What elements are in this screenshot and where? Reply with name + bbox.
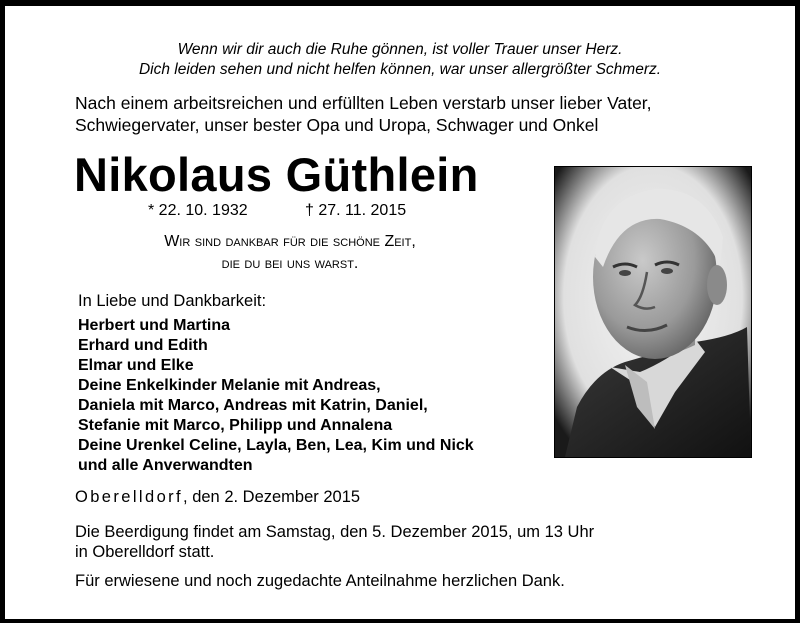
- verse-line-2: Dich leiden sehen und nicht helfen können, war unser allergrößter Schmerz.: [138, 61, 662, 78]
- birth-date: * 22. 10. 1932: [148, 202, 248, 219]
- mourner-line: Erhard und Edith: [78, 337, 208, 354]
- verse-line-1: Wenn wir dir auch die Ruhe gönnen, ist voller Trauer unser Herz.: [177, 41, 623, 58]
- notice-date: , den 2. Dezember 2015: [183, 488, 361, 506]
- mourners-heading: In Liebe und Dankbarkeit:: [78, 292, 267, 310]
- intro-line-2: Schwiegervater, unser bester Opa und Uropa, Schwager und Onkel: [75, 115, 599, 135]
- mourner-line: Herbert und Martina: [78, 317, 231, 334]
- death-date: † 27. 11. 2015: [305, 202, 407, 219]
- portrait-photo: [554, 166, 752, 458]
- mourner-line: Elmar und Elke: [78, 357, 194, 374]
- motto-line-1: Wir sind dankbar für die schöne Zeit,: [164, 233, 416, 250]
- mourner-line: Deine Enkelkinder Melanie mit Andreas,: [78, 377, 381, 394]
- funeral-line-2: in Oberelldorf statt.: [75, 543, 215, 561]
- thanks-text: Für erwiesene und noch zugedachte Anteilnahme herzlichen Dank.: [75, 572, 565, 590]
- deceased-name: Nikolaus Güthlein: [74, 148, 479, 201]
- funeral-line-1: Die Beerdigung findet am Samstag, den 5. Dezember 2015, um 13 Uhr: [75, 523, 595, 541]
- motto-line-2: die du bei uns warst.: [221, 255, 359, 272]
- mourners-list: [78, 316, 474, 476]
- place-date: [75, 487, 360, 507]
- mourner-line: Deine Urenkel Celine, Layla, Ben, Lea, Kim und Nick: [78, 437, 474, 454]
- mourner-line: Stefanie mit Marco, Philipp und Annalena: [78, 417, 393, 434]
- portrait-image: [555, 167, 751, 457]
- intro-line-1: Nach einem arbeitsreichen und erfüllten Leben verstarb unser lieber Vater,: [75, 93, 652, 113]
- mourner-line: und alle Anverwandten: [78, 457, 253, 474]
- place-name: Oberelldorf: [75, 488, 184, 506]
- mourner-line: Daniela mit Marco, Andreas mit Katrin, Daniel,: [78, 397, 428, 414]
